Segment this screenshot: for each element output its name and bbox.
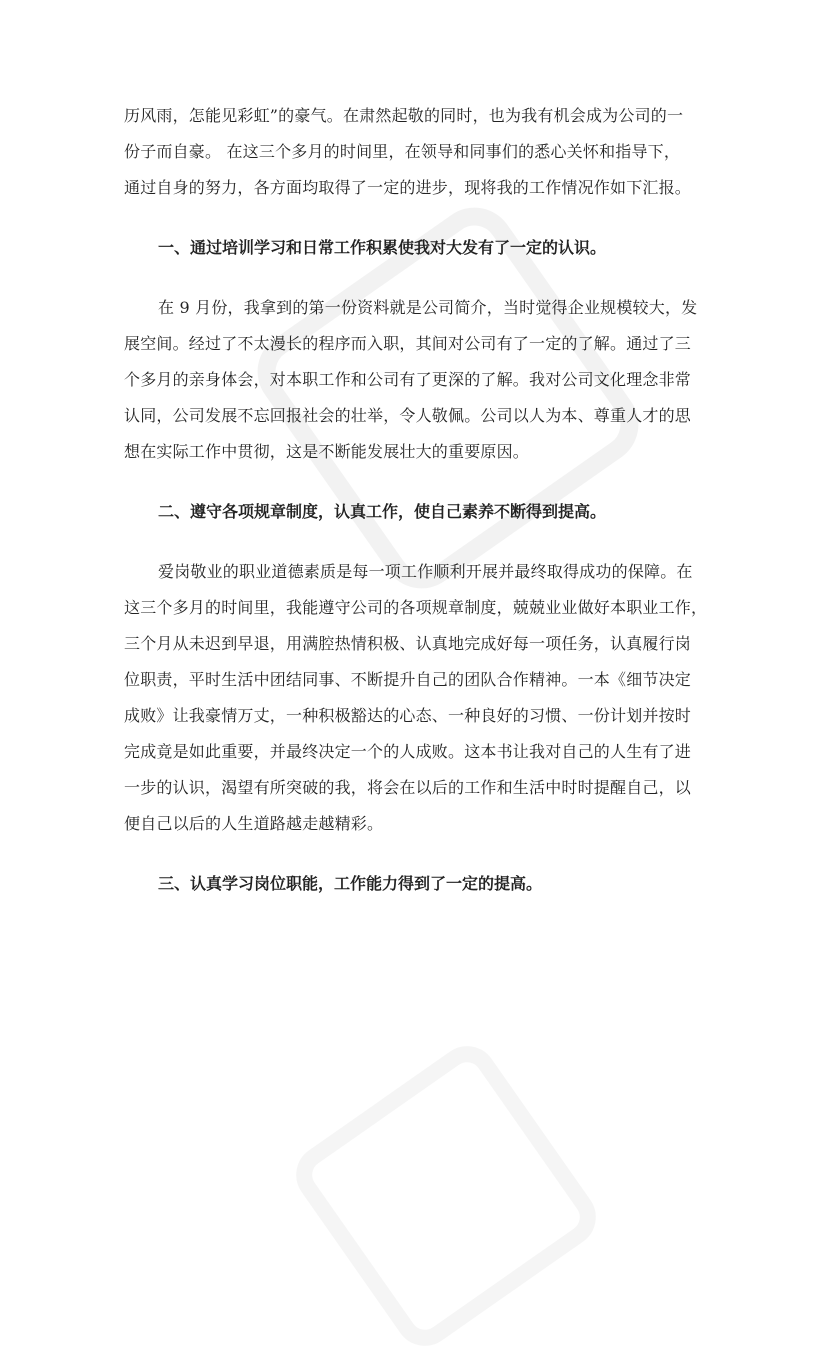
body-line: 个多月的亲身体会，对本职工作和公司有了更深的了解。我对公司文化理念非常 — [124, 370, 692, 389]
section-heading-3: 三、认真学习岗位职能，工作能力得到了一定的提高。 — [158, 874, 543, 893]
body-line: 位职责，平时生活中团结同事、不断提升自己的团队合作精神。一本《细节决定 — [124, 670, 692, 689]
body-line: 便自己以后的人生道路越走越精彩。 — [124, 814, 384, 833]
body-line: 认同，公司发展不忘回报社会的壮举，令人敬佩。公司以人为本、尊重人才的思 — [124, 406, 692, 425]
body-line: 通过自身的努力，各方面均取得了一定的进步，现将我的工作情况作如下汇报。 — [124, 178, 692, 197]
body-line: 这三个多月的时间里，我能遵守公司的各项规章制度，兢兢业业做好本职业工作， — [124, 598, 708, 617]
section-heading-2: 二、遵守各项规章制度，认真工作，使自己素养不断得到提高。 — [158, 502, 607, 521]
body-line: 展空间。经过了不太漫长的程序而入职，其间对公司有了一定的了解。通过了三 — [124, 334, 692, 353]
body-line: 份子而自豪。 在这三个多月的时间里，在领导和同事们的悉心关怀和指导下， — [124, 142, 681, 161]
body-line: 在 9 月份，我拿到的第一份资料就是公司简介，当时觉得企业规模较大，发 — [158, 298, 698, 317]
body-line: 一步的认识，渴望有所突破的我，将会在以后的工作和生活中时时提醒自己，以 — [124, 778, 692, 797]
body-line: 成败》让我豪情万丈，一种积极豁达的心态、一种良好的习惯、一份计划并按时 — [124, 706, 692, 725]
body-line: 完成竟是如此重要，并最终决定一个的人成败。这本书让我对自己的人生有了进 — [124, 742, 692, 761]
body-line: 想在实际工作中贯彻，这是不断能发展壮大的重要原因。 — [124, 442, 530, 461]
body-line: 历风雨，怎能见彩虹”的豪气。在肃然起敬的同时，也为我有机会成为公司的一 — [124, 106, 684, 125]
section-heading-1: 一、通过培训学习和日常工作积累使我对大发有了一定的认识。 — [158, 238, 607, 257]
body-line: 三个月从未迟到早退，用满腔热情积极、认真地完成好每一项任务，认真履行岗 — [124, 634, 692, 653]
body-line: 爱岗敬业的职业道德素质是每一项工作顺利开展并最终取得成功的保障。在 — [158, 562, 693, 581]
document-body — [124, 98, 710, 902]
watermark-stamp-bottom — [284, 1034, 607, 1357]
